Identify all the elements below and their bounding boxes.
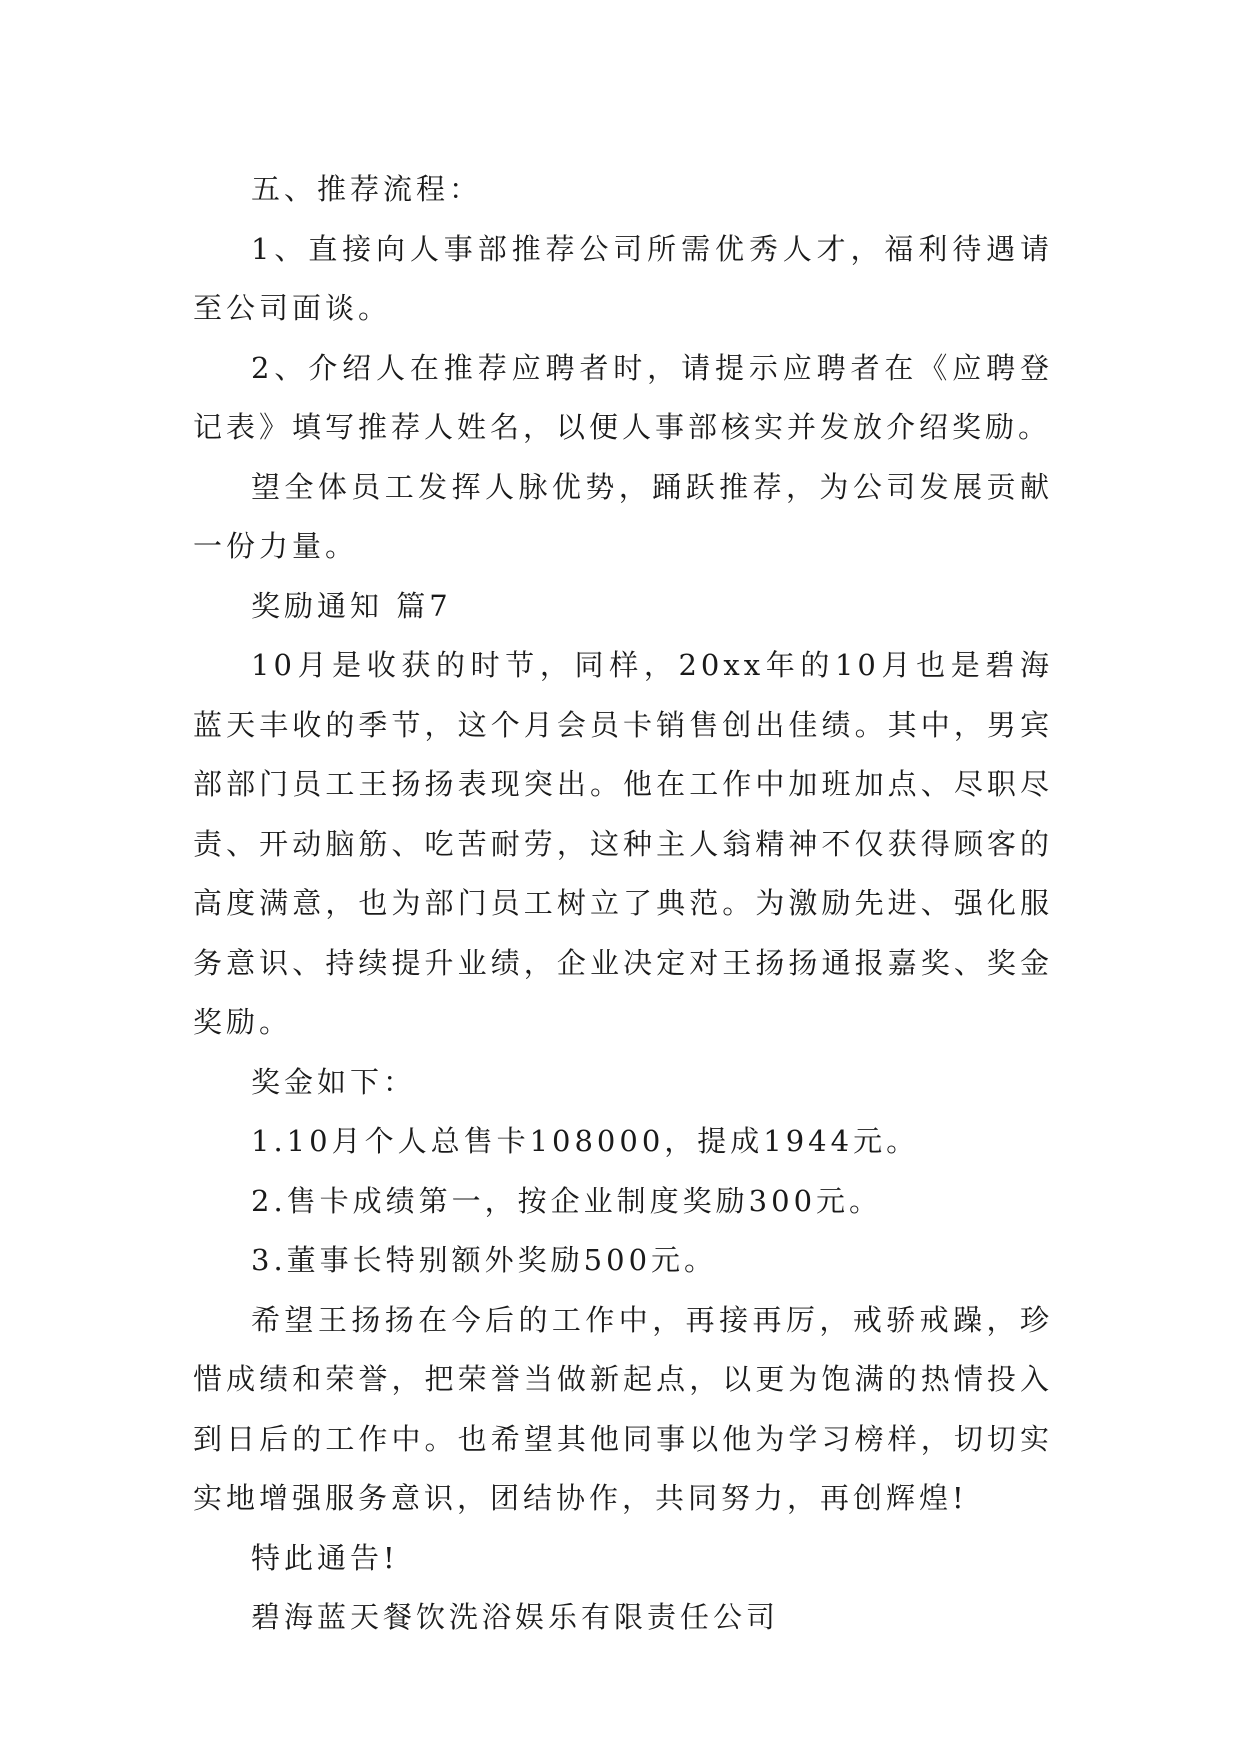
notice-closing: 特此通告! <box>251 1540 399 1575</box>
bonus-item-3: 3.董事长特别额外奖励500元。 <box>251 1243 718 1277</box>
encouragement-paragraph: 希望王扬扬在今后的工作中，再接再厉，戒骄戒躁，珍惜成绩和荣誉，把荣誉当做新起点，以更为饱满的热情投入到日后的工作中。也希望其他同事以他为学习榜样，切切实实地增强服务意识，团结协作，共同努力，再创辉煌! <box>193 1302 1053 1515</box>
closing-appeal: 望全体员工发挥人脉优势，踊跃推荐，为公司发展贡献一份力量。 <box>193 469 1053 563</box>
bonus-item-1: 1.10月个人总售卡108000，提成1944元。 <box>251 1124 920 1158</box>
process-step-1: 1、直接向人事部推荐公司所需优秀人才，福利待遇请至公司面谈。 <box>193 231 1053 325</box>
document-body <box>193 160 1053 1648</box>
bonus-item-2: 2.售卡成绩第一，按企业制度奖励300元。 <box>251 1183 883 1218</box>
notice-body: 10月是收获的时节，同样，20xx年的10月也是碧海蓝天丰收的季节，这个月会员卡销售创出佳绩。其中，男宾部部门员工王扬扬表现突出。他在工作中加班加点、尽职尽责、开动脑筋、吃苦耐劳，这种主人翁精神不仅获得顾客的高度满意，也为部门员工树立了典范。为激励先进、强化服务意识、持续提升业绩，企业决定对王扬扬通报嘉奖、奖金奖励。 <box>193 648 1053 1039</box>
section-heading-recommend-process: 五、推荐流程： <box>251 172 483 206</box>
company-signature: 碧海蓝天餐饮洗浴娱乐有限责任公司 <box>251 1600 780 1634</box>
bonus-intro: 奖金如下： <box>251 1064 417 1099</box>
process-step-2: 2、介绍人在推荐应聘者时，请提示应聘者在《应聘登记表》填写推荐人姓名，以便人事部核实并发放介绍奖励。 <box>193 350 1053 444</box>
notice-title: 奖励通知 篇7 <box>251 588 452 623</box>
